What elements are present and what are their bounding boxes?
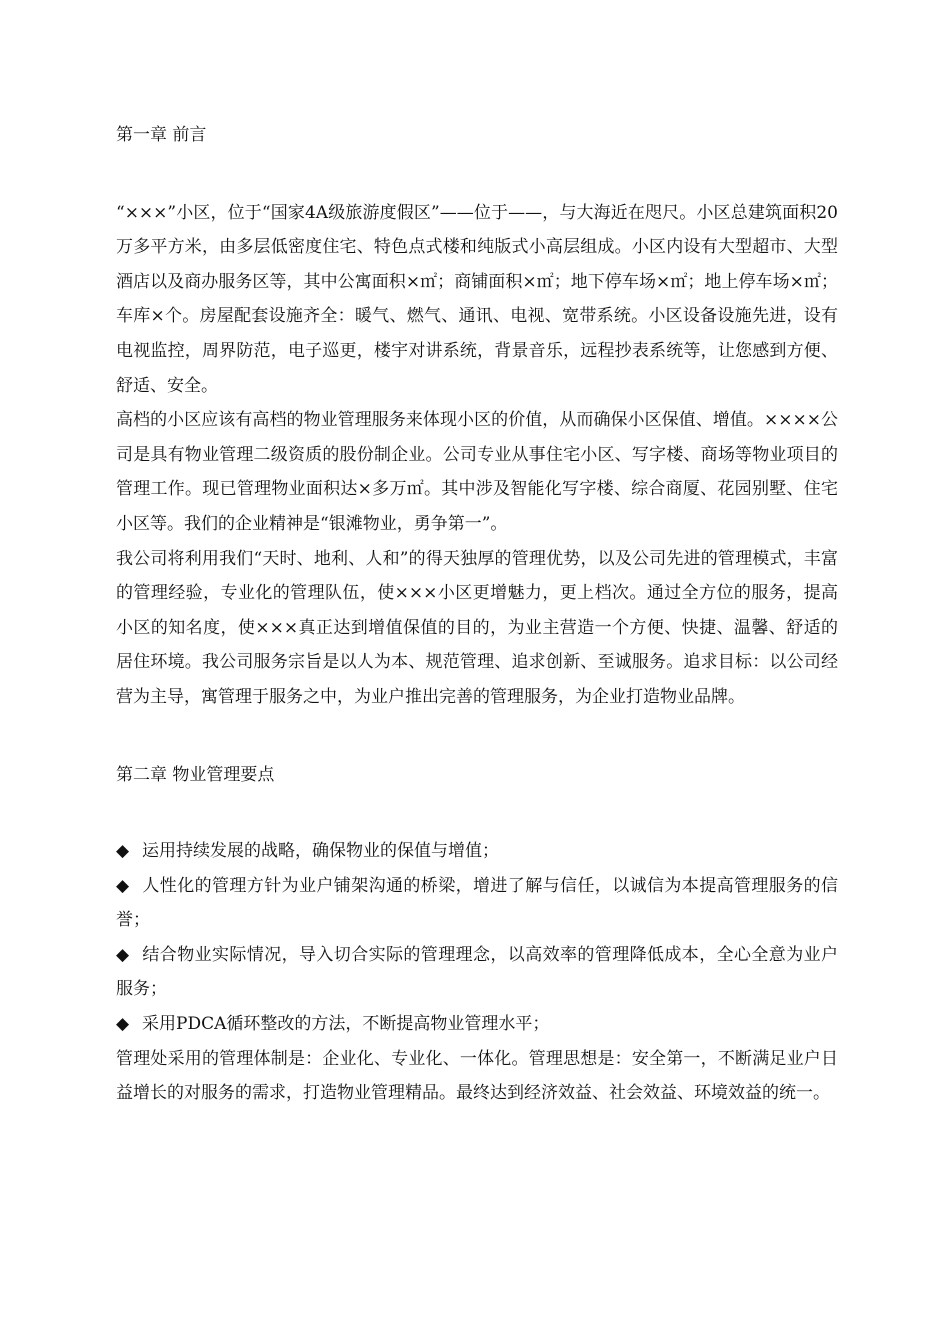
chapter1-title: 第一章 前言 (116, 125, 207, 145)
list-item (116, 1007, 838, 1042)
list-item (116, 938, 838, 1007)
spacer (116, 792, 838, 834)
spacer (116, 153, 838, 196)
chapter2-closing-paragraph: 管理处采用的管理体制是：企业化、专业化、一体化。管理思想是：安全第一，不断满足业户日益增长的对服务的需求，打造物业管理精品。最终达到经济效益、社会效益、环境效益的统一。 (116, 1048, 838, 1104)
chapter2-title: 第二章 物业管理要点 (116, 764, 275, 785)
diamond-bullet-icon: ◆ (116, 841, 130, 862)
chapter1-paragraph-2: 高档的小区应该有高档的物业管理服务来体现小区的价值，从而确保小区保值、增值。××××公司是具有物业管理二级资质的股份制企业。公司专业从事住宅小区、写字楼、商场等物业项目的管理工作。现已管理物业面积达×多万㎡。其中涉及智能化写字楼、综合商厦、花园别墅、住宅小区等。我们的企业精神是“银滩物业，勇争第一”。 (116, 410, 838, 534)
bullet-text: 结合物业实际情况，导入切合实际的管理理念，以高效率的管理降低成本，全心全意为业户服务； (116, 944, 838, 1000)
bullet-text: 人性化的管理方针为业户铺架沟通的桥梁，增进了解与信任，以诚信为本提高管理服务的信誉； (116, 875, 838, 931)
document-body (116, 118, 838, 1111)
diamond-bullet-icon: ◆ (116, 875, 130, 896)
spacer (116, 715, 838, 758)
diamond-bullet-icon: ◆ (116, 1014, 130, 1035)
bullet-text: 运用持续发展的战略，确保物业的保值与增值； (142, 841, 499, 862)
diamond-bullet-icon: ◆ (116, 944, 130, 965)
chapter1-paragraph-1: “×××”小区，位于“国家4A级旅游度假区”——位于——，与大海近在咫尺。小区总建筑面积20万多平方米，由多层低密度住宅、特色点式楼和纯版式小高层组成。小区内设有大型超市、大型酒店以及商办服务区等，其中公寓面积×㎡；商铺面积×㎡；地下停车场×㎡；地上停车场×㎡；车库×个。房屋配套设施齐全：暖气、燃气、通讯、电视、宽带系统。小区设备设施先进，设有电视监控，周界防范，电子巡更，楼宇对讲系统，背景音乐，远程抄表系统等，让您感到方便、舒适、安全。 (116, 202, 838, 396)
management-points-list (116, 834, 838, 1042)
bullet-text: 采用PDCA循环整改的方法，不断提高物业管理水平； (142, 1014, 550, 1035)
list-item (116, 834, 838, 869)
list-item (116, 869, 838, 938)
chapter1-paragraph-3: 我公司将利用我们“天时、地利、人和”的得天独厚的管理优势，以及公司先进的管理模式，丰富的管理经验，专业化的管理队伍，使×××小区更增魅力，更上档次。通过全方位的服务，提高小区的知名度，使×××真正达到增值保值的目的，为业主营造一个方便、快捷、温馨、舒适的居住环境。我公司服务宗旨是以人为本、规范管理、追求创新、至诚服务。追求目标：以公司经营为主导，寓管理于服务之中，为业户推出完善的管理服务，为企业打造物业品牌。 (116, 548, 838, 707)
